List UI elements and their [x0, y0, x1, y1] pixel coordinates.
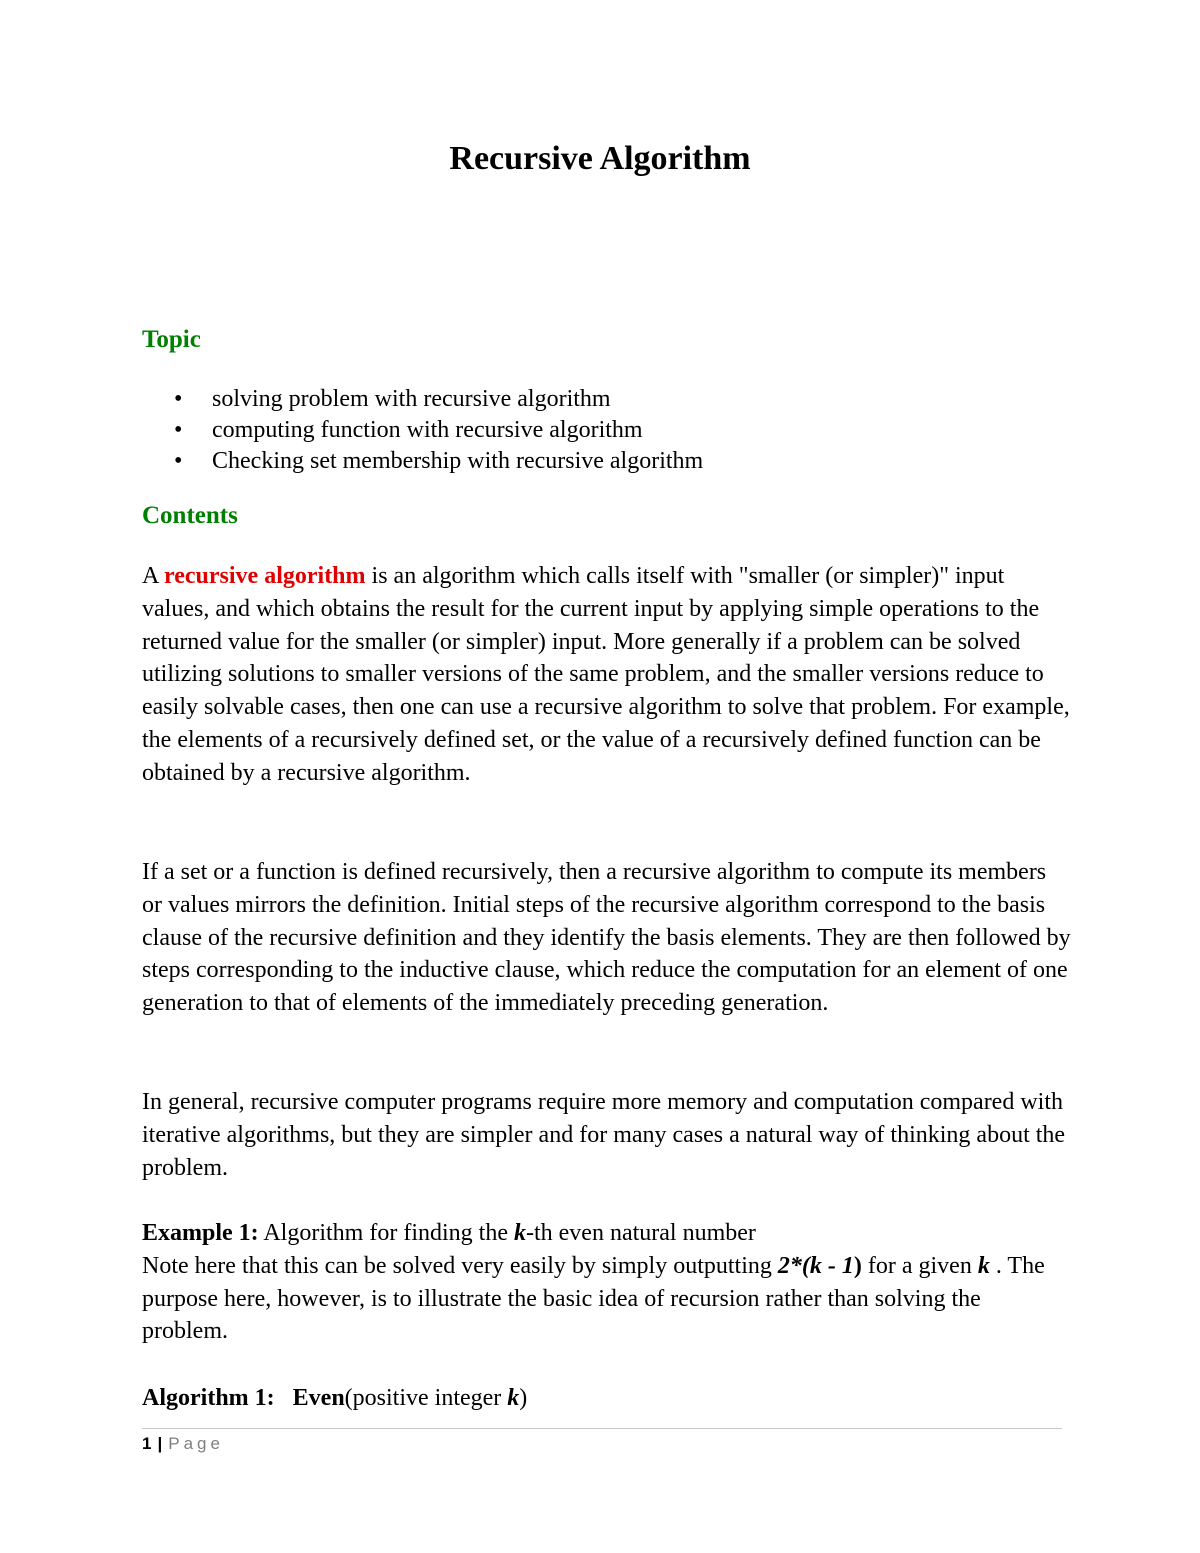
page-label: Page	[168, 1434, 224, 1453]
algorithm-params: )	[519, 1385, 528, 1411]
footer-divider	[142, 1428, 1062, 1429]
list-item: • solving problem with recursive algorithm	[142, 384, 703, 415]
formula: 2*(	[777, 1252, 810, 1279]
topic-heading: Topic	[142, 326, 201, 353]
example-text: -th even natural number	[525, 1220, 756, 1246]
page-number: 1	[142, 1434, 152, 1453]
algorithm-name: Even	[292, 1385, 345, 1411]
variable-k: k	[977, 1252, 990, 1279]
example-1	[142, 1217, 1072, 1348]
example-note: Note here that this can be solved very easily by simply outputting	[142, 1252, 778, 1279]
formula-variable: k	[809, 1252, 822, 1279]
paragraph-general: In general, recursive computer programs require more memory and computation compared with iterative algorithms, but they are simpler and for many cases a natural way of thinking about the problem.	[142, 1089, 1066, 1181]
formula: - 1	[821, 1252, 854, 1279]
list-item: • computing function with recursive algorithm	[142, 415, 703, 446]
list-item: • Checking set membership with recursive algorithm	[142, 446, 703, 477]
topic-list	[142, 384, 703, 477]
paragraph-recursive-definition: If a set or a function is defined recursively, then a recursive algorithm to compute its members or values mirrors the definition. Initial steps of the recursive algorithm correspond to the basis clause of the recursive definition and they identify the basis elements. They are then followed by steps corresponding to the inductive clause, which reduce the computation for an element of one generation to that of elements of the immediately preceding generation.	[142, 859, 1071, 1017]
algorithm-params: (positive integer	[344, 1385, 508, 1411]
paragraph-definition	[142, 560, 1072, 790]
paragraph-text: is an algorithm which calls itself with "smaller (or simpler)" input values, and which obtains the result for the current input by applying simple operations to the returned value for the smaller (or simpler) input. More generally if a problem can be solved utilizing solutions to smaller versions of the same problem, and the smaller versions reduce to easily solvable cases, then one can use a recursive algorithm to solve that problem. For example, the elements of a recursively defined set, or the value of a recursively defined function can be obtained by a recursive algorithm.	[142, 563, 1070, 786]
paragraph-text: A	[142, 563, 165, 589]
document-title: Recursive Algorithm	[449, 140, 751, 177]
contents-heading: Contents	[142, 502, 238, 529]
example-label: Example 1:	[142, 1220, 259, 1246]
example-note: . The purpose here, however, is to illustrate the basic idea of recursion rather than solving the problem.	[142, 1252, 1045, 1345]
example-text: Algorithm for finding the	[258, 1220, 514, 1246]
variable-k: k	[507, 1385, 520, 1411]
algorithm-label: Algorithm 1:	[142, 1385, 275, 1411]
highlighted-term: recursive algorithm	[164, 563, 366, 589]
variable-k: k	[513, 1220, 526, 1246]
formula: )	[853, 1252, 862, 1279]
algorithm-1	[142, 1382, 1072, 1415]
footer-separator: |	[157, 1434, 163, 1453]
page-footer	[142, 1434, 224, 1454]
example-note: for a given	[861, 1252, 978, 1279]
